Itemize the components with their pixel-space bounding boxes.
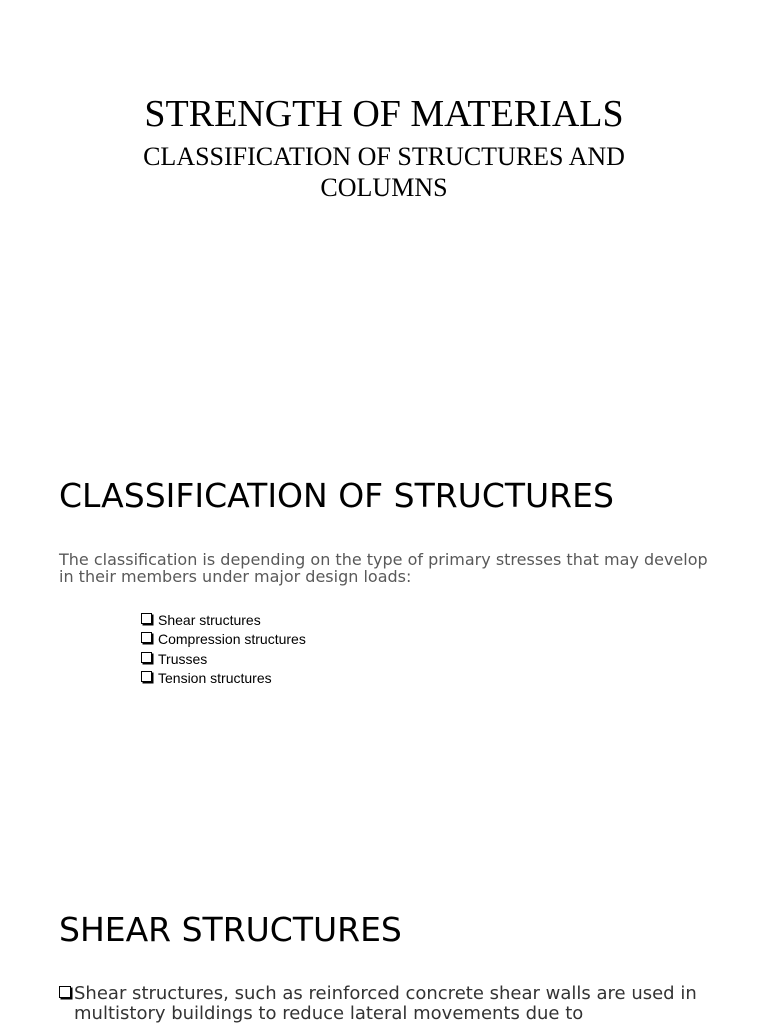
shear-paragraph <box>59 984 724 1024</box>
checkbox-square-icon <box>141 652 152 663</box>
shear-structures-slide <box>0 860 768 1024</box>
list-item <box>141 650 306 669</box>
list-item <box>141 669 306 688</box>
list-item <box>141 630 306 649</box>
list-item-label: Compression structures <box>158 631 306 648</box>
list-item-label: Tension structures <box>158 669 272 686</box>
structure-types-list <box>141 611 306 688</box>
list-item-label: Shear structures <box>158 612 261 628</box>
checkbox-square-icon <box>59 986 71 998</box>
checkbox-square-icon <box>141 671 152 682</box>
list-item <box>141 611 306 630</box>
shear-paragraph-text: Shear structures, such as reinforced concrete shear walls are used in multistory buildings to reduce lateral movements due to <box>74 983 697 1024</box>
checkbox-square-icon <box>141 632 152 643</box>
classification-slide <box>0 430 768 860</box>
checkbox-square-icon <box>141 613 152 624</box>
list-item-label: Trusses <box>158 650 208 667</box>
shear-heading: SHEAR STRUCTURES <box>59 910 402 949</box>
classification-heading: CLASSIFICATION OF STRUCTURES <box>59 476 614 515</box>
main-title: STRENGTH OF MATERIALS <box>144 93 624 135</box>
classification-intro: The classification is depending on the type of primary stresses that may develop in their members under major design loads: <box>59 550 708 586</box>
subtitle: CLASSIFICATION OF STRUCTURES AND COLUMNS <box>143 142 625 202</box>
title-slide <box>0 0 768 430</box>
